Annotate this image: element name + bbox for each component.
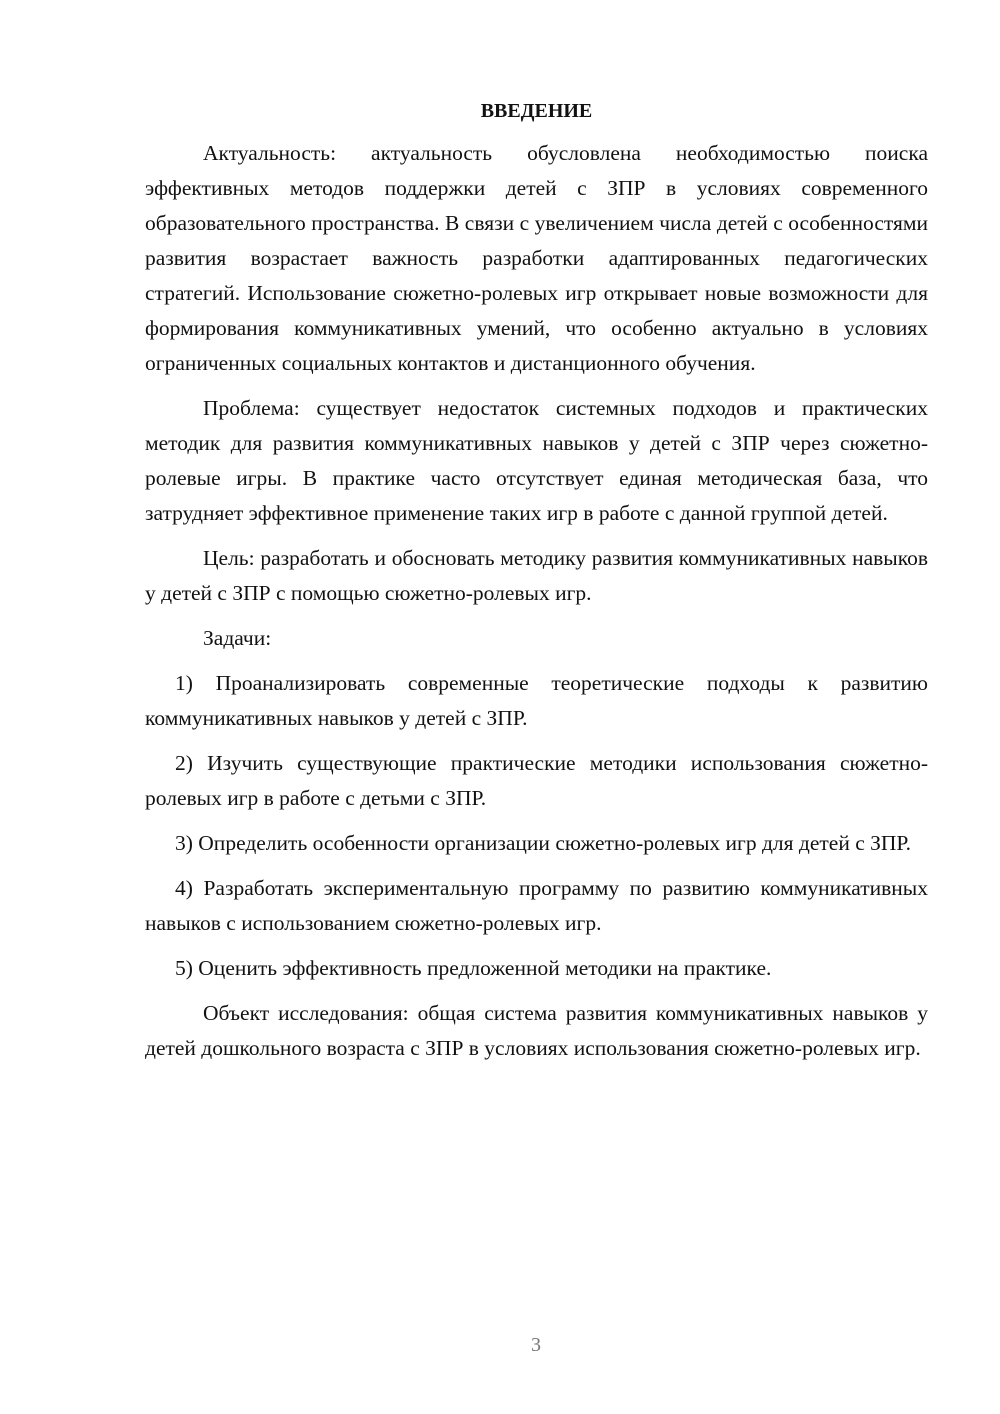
tasks-label: Задачи:	[203, 626, 272, 650]
task-item-2: 2) Изучить существующие практические методики использования сюжетно-ролевых игр в работе с детьми с ЗПР.	[145, 751, 928, 810]
section-heading: ВВЕДЕНИЕ	[480, 100, 593, 122]
task-item-1: 1) Проанализировать современные теоретические подходы к развитию коммуникативных навыков у детей с ЗПР.	[145, 671, 928, 730]
task-item-4: 4) Разработать экспериментальную программу по развитию коммуникативных навыков с использованием сюжетно-ролевых игр.	[145, 876, 928, 935]
task-item-3: 3) Определить особенности организации сюжетно-ролевых игр для детей с ЗПР.	[175, 831, 912, 855]
paragraph-object: Объект исследования: общая система развития коммуникативных навыков у детей дошкольного возраста с ЗПР в условиях использования сюжетно-ролевых игр.	[145, 1001, 928, 1060]
paragraph-relevance: Актуальность: актуальность обусловлена необходимостью поиска эффективных методов поддержки детей с ЗПР в условиях современного образовательного пространства. В связи с увеличением числа детей с особенностями развития возрастает важность разработки адаптированных педагогических стратегий. Использование сюжетно-ролевых игр открывает новые возможности для формирования коммуникативных умений, что особенно актуально в условиях ограниченных социальных контактов и дистанционного обучения.	[145, 141, 928, 375]
paragraph-problem: Проблема: существует недостаток системных подходов и практических методик для развития коммуникативных навыков у детей с ЗПР через сюжетно-ролевые игры. В практике часто отсутствует единая методическая база, что затрудняет эффективное применение таких игр в работе с данной группой детей.	[145, 396, 928, 525]
paragraph-goal: Цель: разработать и обосновать методику развития коммуникативных навыков у детей с ЗПР с помощью сюжетно-ролевых игр.	[145, 546, 928, 605]
task-item-5: 5) Оценить эффективность предложенной методики на практике.	[175, 956, 772, 980]
page-number: 3	[531, 1334, 541, 1356]
document-body	[145, 96, 928, 1076]
